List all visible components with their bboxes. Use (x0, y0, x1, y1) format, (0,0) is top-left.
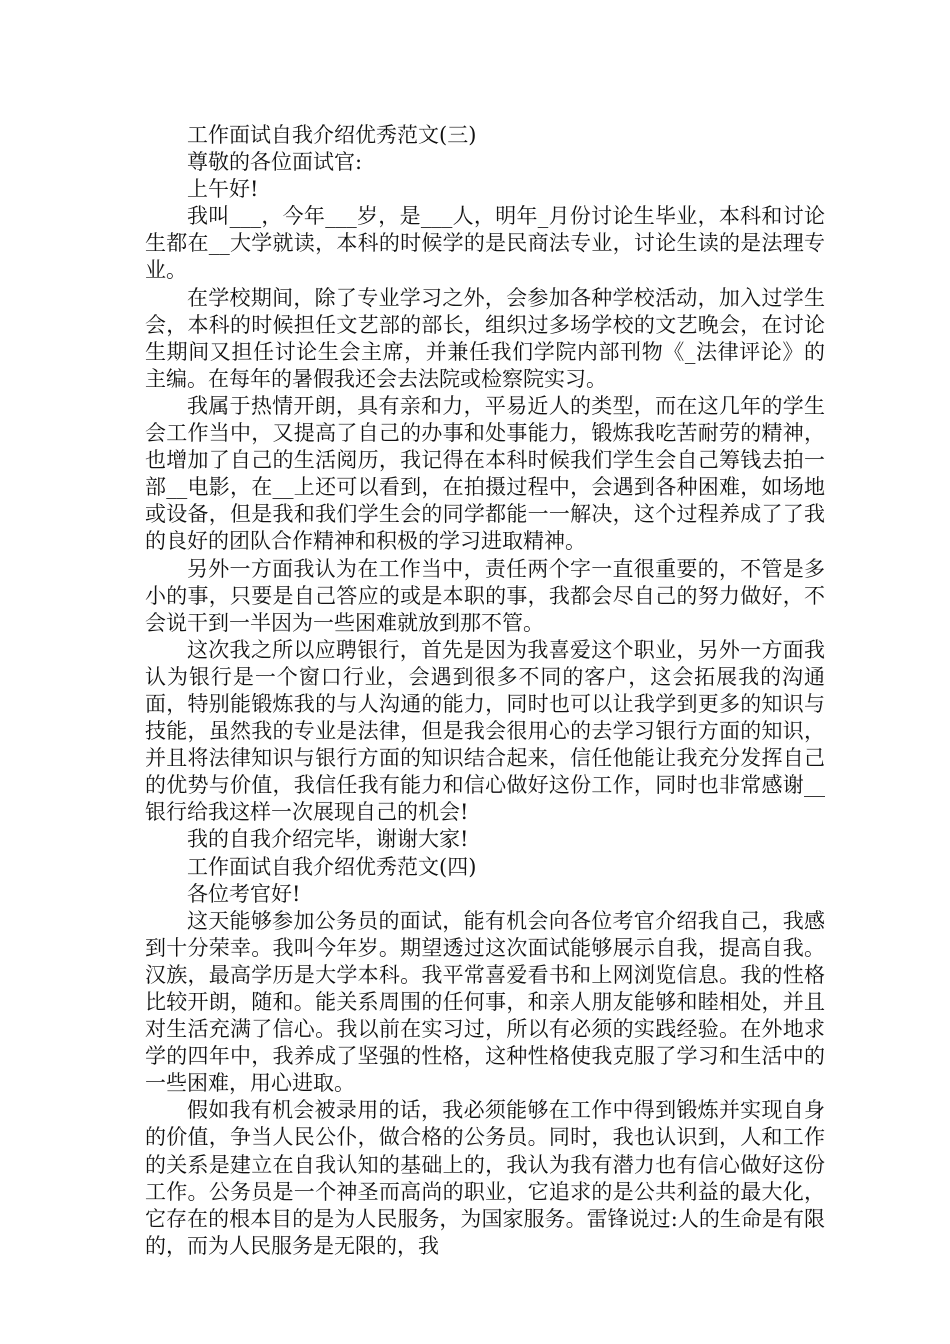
paragraph: 假如我有机会被录用的话，我必须能够在工作中得到锻炼并实现自身的价值，争当人民公仆，做合格的公务员。同时，我也认识到，人和工作的关系是建立在自我认知的基础上的，我认为我有潜力也有信心做好这份工作。公务员是一个神圣而高尚的职业，它追求的是公共利益的最大化，它存在的根本目的是为人民服务，为国家服务。雷锋说过:人的生命是有限的，而为人民服务是无限的，我 (145, 1098, 825, 1258)
paragraph: 这次我之所以应聘银行，首先是因为我喜爱这个职业，另外一方面我认为银行是一个窗口行业，会遇到很多不同的客户，这会拓展我的沟通面，特别能锻炼我的与人沟通的能力，同时也可以让我学到更多的知识与技能，虽然我的专业是法律，但是我会很用心的去学习银行方面的知识，并且将法律知识与银行方面的知识结合起来，信任他能让我充分发挥自己的优势与价值，我信任我有能力和信心做好这份工作，同时也非常感谢__银行给我这样一次展现自己的机会! (145, 637, 825, 825)
greeting: 上午好! (187, 177, 259, 202)
salutation: 尊敬的各位面试官: (187, 150, 363, 175)
paragraph: 我叫___，今年___岁，是___人，明年_月份讨论生毕业，本科和讨论生都在__大学就读，本科的时候学的是民商法专业，讨论生读的是法理专业。 (145, 204, 825, 283)
section-title: 工作面试自我介绍优秀范文(四) (187, 854, 477, 879)
paragraph: 在学校期间，除了专业学习之外，会参加各种学校活动，加入过学生会，本科的时候担任文艺部的部长，组织过多场学校的文艺晚会，在讨论生期间又担任讨论生会主席，并兼任我们学院内部刊物《_法律评论》的主编。在每年的暑假我还会去法院或检察院实习。 (145, 285, 825, 391)
closing-line: 我的自我介绍完毕，谢谢大家! (187, 827, 469, 852)
paragraph: 我属于热情开朗，具有亲和力，平易近人的类型，而在这几年的学生会工作当中，又提高了自己的办事和处事能力，锻炼我吃苦耐劳的精神，也增加了自己的生活阅历，我记得在本科时候我们学生会自己筹钱去拍一部__电影，在__上还可以看到，在拍摄过程中，会遇到各种困难，如场地或设备，但是我和我们学生会的同学都能一一解决，这个过程养成了了我的良好的团队合作精神和积极的学习进取精神。 (145, 393, 825, 554)
paragraph: 另外一方面我认为在工作当中，责任两个字一直很重要的，不管是多小的事，只要是自己答应的或是本职的事，我都会尽自己的努力做好，不会说干到一半因为一些困难就放到那不管。 (145, 556, 825, 635)
greeting: 各位考官好! (187, 881, 301, 906)
paragraph: 这天能够参加公务员的面试，能有机会向各位考官介绍我自己，我感到十分荣幸。我叫今年岁。期望透过这次面试能够展示自我，提高自我。汉族，最高学历是大学本科。我平常喜爱看书和上网浏览信息。我的性格比较开朗，随和。能关系周围的任何事，和亲人朋友能够和睦相处，并且对生活充满了信心。我以前在实习过，所以有必须的实践经验。在外地求学的四年中，我养成了坚强的性格，这种性格使我克服了学习和生活中的一些困难，用心进取。 (145, 908, 825, 1096)
section-title: 工作面试自我介绍优秀范文(三) (187, 123, 477, 147)
document-body (145, 122, 825, 1260)
